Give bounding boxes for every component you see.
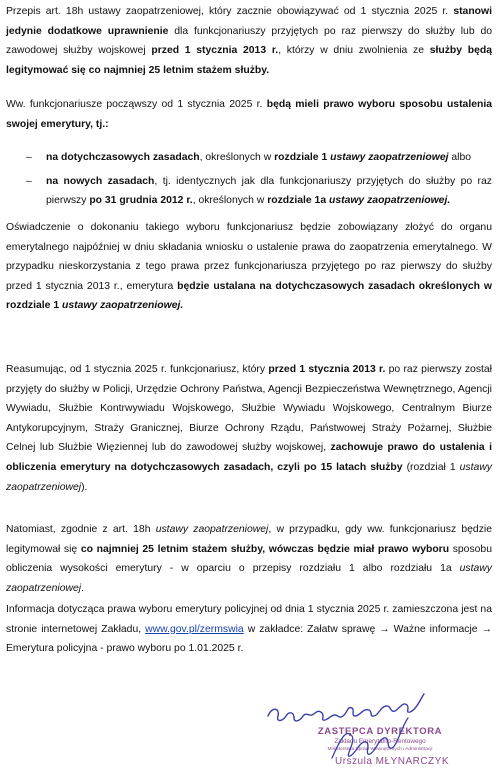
p4-text-3: (rozdział 1 [402, 461, 460, 473]
paragraph-4 [6, 360, 492, 497]
list-item-bold: na dotychczasowych zasadach [46, 152, 200, 163]
list-item-text-mid: , określonych w [192, 195, 268, 207]
paragraph-3 [6, 218, 492, 316]
paragraph-6 [6, 600, 492, 659]
p4-bold-2: zachowuje prawo do ustalenia i obliczenia emerytury na dotychczasowych zasadach, czyli po 15 latach służby [6, 442, 492, 473]
list-item [6, 148, 492, 168]
list-dash: – [26, 175, 32, 187]
list-item-bold-italic: ustawy zaopatrzeniowej [330, 152, 449, 163]
list-item-text-end: albo [448, 152, 472, 163]
zermswia-link[interactable]: www.gov.pl/zermswia [145, 623, 244, 635]
p3-text-1: Oświadczenie o dokonaniu takiego wyboru funkcjonariusz będzie zobowiązany złożyć do organu emerytalnego najpóźniej w dniu składania wniosku o ustalenie prawa do zaopatrzenia emerytalnego. W przypadku nieskorzystania z tego prawa przez funkcjonariusza przyjętego po raz pierwszy do służby przed 1 stycznia 2013 r., emerytura [6, 222, 492, 292]
list-item-bold-chapter: rozdziale 1 [274, 152, 331, 163]
p5-italic-2: ustawy zaopatrzeniowej [6, 563, 492, 594]
p4-bold-1: przed 1 stycznia 2013 r. [268, 364, 386, 375]
p5-italic-1: ustawy zaopatrzeniowej [155, 524, 269, 535]
p6-text-2: w zakładce: Załatw sprawę → Ważne informacje → Emerytura policyjna - prawo wyboru po 1.01.2025 r. [6, 623, 492, 655]
p5-bold-1: co najmniej 25 letnim stażem służby, wówczas będzie miał prawo wyboru [80, 543, 450, 555]
p4-text-1: Reasumując, od 1 stycznia 2025 r. funkcjonariusz, który [6, 364, 269, 375]
paragraph-2 [6, 95, 492, 134]
p4-italic-1: ustawy zaopatrzeniowej [6, 461, 492, 493]
list-item-bold: na nowych zasadach [46, 175, 155, 187]
p1-text-1: Przepis art. 18h ustawy zaopatrzeniowej, który zacznie obowiązywać od 1 stycznia 2025 r. [6, 6, 454, 17]
list-item-text: , tj. identycznych jak dla funkcjonariuszy przyjętych do służby po raz pierwszy [46, 175, 492, 207]
paragraph-5 [6, 520, 492, 598]
paragraph-1 [6, 2, 492, 80]
p2-bold-1: będą mieli prawo wyboru sposobu ustalenia swojej emerytury, tj.: [6, 99, 492, 130]
p5-text-4: . [81, 582, 84, 594]
list-item-bold-chapter: rozdziale 1a [267, 195, 329, 207]
list-item [6, 172, 492, 211]
list-item-bold-italic: ustawy zaopatrzeniowej. [328, 195, 451, 207]
stamp-name: Urszula MŁYNARCZYK [334, 756, 450, 767]
handwriting-closing [268, 694, 424, 721]
p1-text-2: dla funkcjonariuszy przyjętych po raz pierwszy do służby lub do zawodowej służby wojskowej [6, 25, 493, 57]
p2-text-1: Ww. funkcjonariusze począwszy od 1 stycznia 2025 r. [6, 99, 267, 110]
p1-bold-1: stanowi jedynie dodatkowe uprawnienie [6, 6, 492, 37]
p4-text-2: po raz pierwszy został przyjęty do służby w Policji, Urzędzie Ochrony Państwa, Agencji Bezpieczeństwa Wewnętrznego, Agencji Wywiadu, Służbie Kontrwywiadu Wojskowego, Służbie Wywiadu Wojskowego, Centralnym Biurze Antykorupcyjnym, Straży Granicznej, Biurze Ochrony Rządu, Państwowej Straży Pożarnej, Służbie Celnej lub Służbie Więziennej lub do zawodowej służby wojskowej, [6, 364, 492, 454]
options-list [6, 148, 492, 215]
p1-text-3: , którzy w dniu zwolnienia ze [278, 45, 430, 57]
stamp-line-1: Zakładu Emerytalno-Rentowego [334, 738, 426, 745]
p5-text-2: , w przypadku, gdy ww. funkcjonariusz będzie legitymował się [6, 524, 492, 555]
list-dash: – [26, 152, 32, 163]
signature-stamp-image [262, 688, 498, 768]
p4-text-4: ). [81, 481, 88, 493]
stamp-line-2: Ministerstwa Spraw Wewnętrznych i Administracji [327, 747, 433, 752]
p1-bold-2: przed 1 stycznia 2013 r. [151, 45, 279, 57]
signature-block [262, 688, 498, 768]
p5-text-3: sposobu obliczenia wysokości emerytury - w oparciu o przepisy rozdziału 1 albo rozdziału 1a [6, 543, 492, 575]
list-item-bold-date: po 31 grudnia 2012 r. [89, 195, 193, 207]
list-item-text: , określonych w [199, 152, 275, 163]
p3-bold-1: będzie ustalana na dotychczasowych zasadach określonych w rozdziale 1 [6, 280, 492, 312]
p6-text-1: Informacja dotycząca prawa wyboru emerytury policyjnej od dnia 1 stycznia 2025 r. zamieszczona jest na stronie internetowej Zakładu, [6, 604, 492, 635]
stamp-title: ZASTĘPCA DYREKTORA [317, 726, 443, 737]
p5-text-1: Natomiast, zgodnie z art. 18h [6, 524, 156, 535]
p1-bold-3: służby będą legitymować się co najmniej 25 letnim stażem służby. [6, 45, 493, 76]
p3-bold-italic-1: ustawy zaopatrzeniowej. [62, 300, 184, 312]
